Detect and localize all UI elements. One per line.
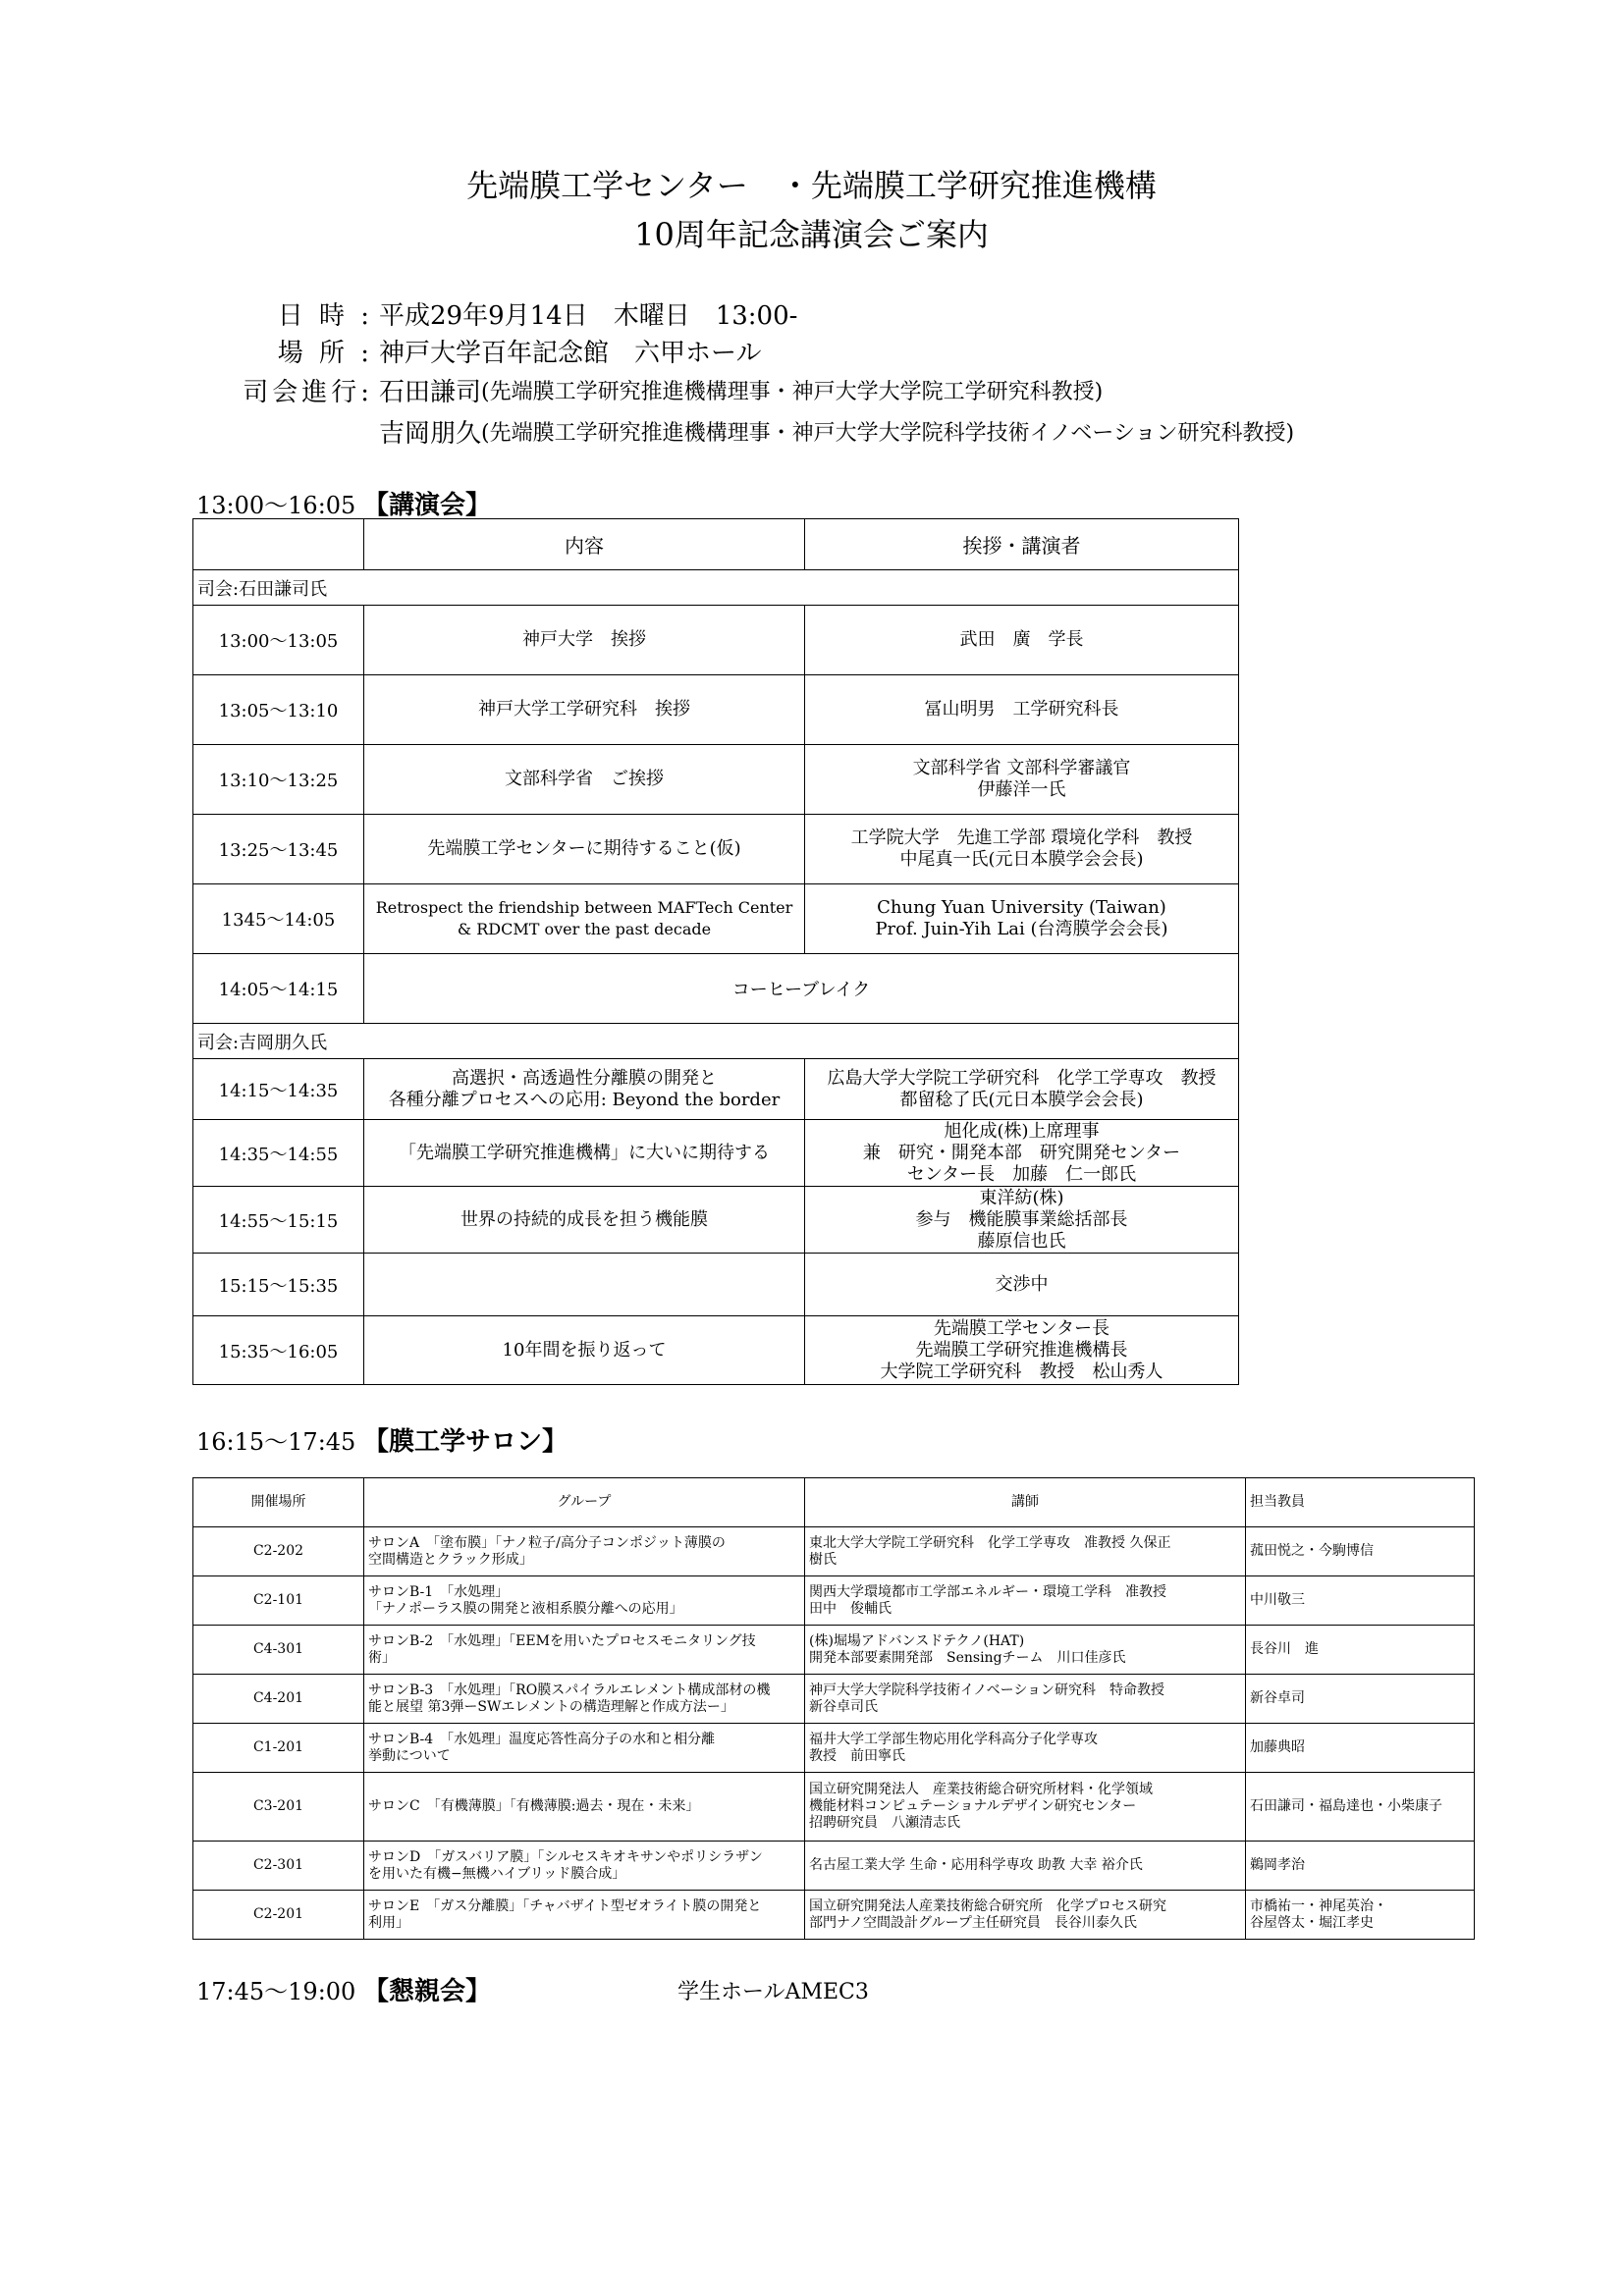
group-cell: サロンD 「ガスバリア膜」「シルセスキオキサンやポリシラザン を用いた有機−無機ハイブリッド膜合成」 xyxy=(364,1842,805,1891)
lecture-section-heading xyxy=(196,485,491,521)
header-content: 内容 xyxy=(364,519,805,570)
table-row xyxy=(193,1842,1475,1891)
time-cell: 14:05〜14:15 xyxy=(193,954,364,1024)
speaker-cell: 文部科学省 文部科学審議官 伊藤洋一氏 xyxy=(805,745,1239,815)
salon-header-row xyxy=(193,1478,1475,1527)
table-row xyxy=(193,1675,1475,1724)
place-label: 場 所 : xyxy=(277,338,373,368)
venue-cell: C1-201 xyxy=(193,1724,364,1773)
header-venue: 開催場所 xyxy=(193,1478,364,1527)
lecture-time: 13:00〜16:05 xyxy=(196,492,356,519)
table-row xyxy=(193,745,1239,815)
lecturer-cell: 東北大学大学院工学研究科 化学工学専攻 准教授 久保正 樹氏 xyxy=(805,1527,1246,1576)
lecturer-cell: (株)堀場アドバンスドテクノ(HAT) 開発本部要素開発部 Sensingチーム 川口佳彦氏 xyxy=(805,1626,1246,1675)
table-row xyxy=(193,954,1239,1024)
table-row xyxy=(193,1059,1239,1120)
mc1-name: 石田謙司 xyxy=(379,377,482,407)
staff-cell: 石田謙司・福島達也・小柴康子 xyxy=(1246,1773,1475,1842)
table-row xyxy=(193,1626,1475,1675)
mc2-note: (先端膜工学研究推進機構理事・神戸大学大学院科学技術イノベーション研究科教授) xyxy=(481,420,1295,446)
content-cell: 先端膜工学センターに期待すること(仮) xyxy=(364,815,805,884)
staff-cell: 長谷川 進 xyxy=(1246,1626,1475,1675)
speaker-cell: 先端膜工学センター長 先端膜工学研究推進機構長 大学院工学研究科 教授 松山秀人 xyxy=(805,1316,1239,1385)
time-cell: 13:05〜13:10 xyxy=(193,675,364,745)
group-cell: サロンA 「塗布膜」「ナノ粒子/高分子コンポジット薄膜の 空間構造とクラック形成」 xyxy=(364,1527,805,1576)
group-cell: サロンB-1 「水処理」 「ナノポーラス膜の開発と液相系膜分離への応用」 xyxy=(364,1576,805,1626)
table-row xyxy=(193,1527,1475,1576)
date-row xyxy=(216,294,1294,332)
mc-row xyxy=(193,570,1239,606)
mc-row-1 xyxy=(216,369,1294,410)
salon-time: 16:15〜17:45 xyxy=(196,1428,356,1456)
page-title: 先端膜工学センター ・先端膜工学研究推進機構 xyxy=(466,167,1157,204)
mc-row-2 xyxy=(216,410,1294,452)
time-cell: 14:35〜14:55 xyxy=(193,1120,364,1187)
lecture-table xyxy=(192,518,1239,1385)
venue-cell: C2-301 xyxy=(193,1842,364,1891)
table-row xyxy=(193,1724,1475,1773)
salon-section-heading xyxy=(196,1421,568,1458)
lecturer-cell: 関西大学環境都市工学部エネルギー・環境工学科 准教授 田中 俊輔氏 xyxy=(805,1576,1246,1626)
group-cell: サロンB-2 「水処理」「EEMを用いたプロセスモニタリング技 術」 xyxy=(364,1626,805,1675)
header-speaker: 挨拶・講演者 xyxy=(805,519,1239,570)
speaker-cell: 広島大学大学院工学研究科 化学工学専攻 教授 都留稔了氏(元日本膜学会会長) xyxy=(805,1059,1239,1120)
time-cell: 15:35〜16:05 xyxy=(193,1316,364,1385)
time-cell: 14:15〜14:35 xyxy=(193,1059,364,1120)
staff-cell: 市橋祐一・神尾英治・ 谷屋啓太・堀江孝史 xyxy=(1246,1891,1475,1940)
date-value: 平成29年9月14日 木曜日 13:00- xyxy=(379,300,798,331)
content-cell xyxy=(364,1254,805,1316)
table-row xyxy=(193,1891,1475,1940)
time-cell: 15:15〜15:35 xyxy=(193,1254,364,1316)
break-cell: コーヒーブレイク xyxy=(364,954,1239,1024)
venue-cell: C3-201 xyxy=(193,1773,364,1842)
table-row xyxy=(193,606,1239,675)
page-subtitle: 10周年記念講演会ご案内 xyxy=(634,216,989,253)
speaker-cell: 冨山明男 工学研究科長 xyxy=(805,675,1239,745)
table-row xyxy=(193,884,1239,954)
group-cell: サロンE 「ガス分離膜」「チャバザイト型ゼオライト膜の開発と 利用」 xyxy=(364,1891,805,1940)
mc-label: 司会進行: xyxy=(243,377,373,407)
lecturer-cell: 国立研究開発法人 産業技術総合研究所材料・化学領域 機能材料コンピュテーショナルデザイン研究センター 招聘研究員 八瀬清志氏 xyxy=(805,1773,1246,1842)
group-cell: サロンC 「有機薄膜」「有機薄膜:過去・現在・未来」 xyxy=(364,1773,805,1842)
mc2-name: 吉岡朋久 xyxy=(379,418,482,449)
mc-row xyxy=(193,1024,1239,1059)
reception-place: 学生ホールAMEC3 xyxy=(677,1980,869,2004)
event-info xyxy=(216,294,1294,452)
reception-section-heading xyxy=(196,1971,491,2007)
reception-time: 17:45〜19:00 xyxy=(196,1978,356,2005)
time-cell: 1345〜14:05 xyxy=(193,884,364,954)
venue-cell: C2-101 xyxy=(193,1576,364,1626)
mc1-note: (先端膜工学研究推進機構理事・神戸大学大学院工学研究科教授) xyxy=(481,379,1104,404)
lecturer-cell: 神戸大学大学院科学技術イノベーション研究科 特命教授 新谷卓司氏 xyxy=(805,1675,1246,1724)
reception-label: 【懇親会】 xyxy=(362,1977,491,2006)
lecturer-cell: 福井大学工学部生物応用化学科高分子化学専攻 教授 前田寧氏 xyxy=(805,1724,1246,1773)
salon-table xyxy=(192,1477,1475,1940)
table-row xyxy=(193,1120,1239,1187)
speaker-cell: 武田 廣 学長 xyxy=(805,606,1239,675)
speaker-cell: Chung Yuan University (Taiwan) Prof. Juin-Yih Lai (台湾膜学会会長) xyxy=(805,884,1239,954)
time-cell: 14:55〜15:15 xyxy=(193,1187,364,1254)
venue-cell: C2-202 xyxy=(193,1527,364,1576)
content-cell: 神戸大学 挨拶 xyxy=(364,606,805,675)
table-row xyxy=(193,815,1239,884)
table-row xyxy=(193,1773,1475,1842)
lecture-header-row xyxy=(193,519,1239,570)
place-value: 神戸大学百年記念館 六甲ホール xyxy=(379,338,762,368)
speaker-cell: 東洋紡(株) 参与 機能膜事業総括部長 藤原信也氏 xyxy=(805,1187,1239,1254)
time-cell: 13:00〜13:05 xyxy=(193,606,364,675)
mc1-cell: 司会:石田謙司氏 xyxy=(193,570,1239,606)
table-row xyxy=(193,1254,1239,1316)
lecturer-cell: 名古屋工業大学 生命・応用科学専攻 助教 大幸 裕介氏 xyxy=(805,1842,1246,1891)
content-cell: 高選択・高透過性分離膜の開発と 各種分離プロセスへの応用: Beyond the border xyxy=(364,1059,805,1120)
content-cell: Retrospect the friendship between MAFTech Center & RDCMT over the past decade xyxy=(364,884,805,954)
venue-cell: C4-301 xyxy=(193,1626,364,1675)
table-row xyxy=(193,1316,1239,1385)
content-cell: 世界の持続的成長を担う機能膜 xyxy=(364,1187,805,1254)
speaker-cell: 旭化成(株)上席理事 兼 研究・開発本部 研究開発センター センター長 加藤 仁一郎氏 xyxy=(805,1120,1239,1187)
group-cell: サロンB-4 「水処理」温度応答性高分子の水和と相分離 挙動について xyxy=(364,1724,805,1773)
lecturer-cell: 国立研究開発法人産業技術総合研究所 化学プロセス研究 部門ナノ空間設計グループ主任研究員 長谷川泰久氏 xyxy=(805,1891,1246,1940)
table-row xyxy=(193,1187,1239,1254)
table-row xyxy=(193,675,1239,745)
content-cell: 10年間を振り返って xyxy=(364,1316,805,1385)
staff-cell: 加藤典昭 xyxy=(1246,1724,1475,1773)
mc2-cell: 司会:吉岡朋久氏 xyxy=(193,1024,1239,1059)
speaker-cell: 交渉中 xyxy=(805,1254,1239,1316)
group-cell: サロンB-3 「水処理」「RO膜スパイラルエレメント構成部材の機 能と展望 第3弾ーSWエレメントの構造理解と作成方法ー」 xyxy=(364,1675,805,1724)
content-cell: 文部科学省 ご挨拶 xyxy=(364,745,805,815)
staff-cell: 鵜岡孝治 xyxy=(1246,1842,1475,1891)
header-lecturer: 講師 xyxy=(805,1478,1246,1527)
venue-cell: C4-201 xyxy=(193,1675,364,1724)
time-cell: 13:25〜13:45 xyxy=(193,815,364,884)
salon-label: 【膜工学サロン】 xyxy=(362,1427,568,1457)
date-label: 日 時 : xyxy=(277,300,373,331)
staff-cell: 新谷卓司 xyxy=(1246,1675,1475,1724)
lecture-label: 【講演会】 xyxy=(362,491,491,520)
venue-cell: C2-201 xyxy=(193,1891,364,1940)
content-cell: 神戸大学工学研究科 挨拶 xyxy=(364,675,805,745)
staff-cell: 菰田悦之・今駒博信 xyxy=(1246,1527,1475,1576)
place-row xyxy=(216,332,1294,369)
staff-cell: 中川敬三 xyxy=(1246,1576,1475,1626)
time-cell: 13:10〜13:25 xyxy=(193,745,364,815)
header-staff: 担当教員 xyxy=(1246,1478,1475,1527)
header-group: グループ xyxy=(364,1478,805,1527)
content-cell: 「先端膜工学研究推進機構」に大いに期待する xyxy=(364,1120,805,1187)
speaker-cell: 工学院大学 先進工学部 環境化学科 教授 中尾真一氏(元日本膜学会会長) xyxy=(805,815,1239,884)
table-row xyxy=(193,1576,1475,1626)
